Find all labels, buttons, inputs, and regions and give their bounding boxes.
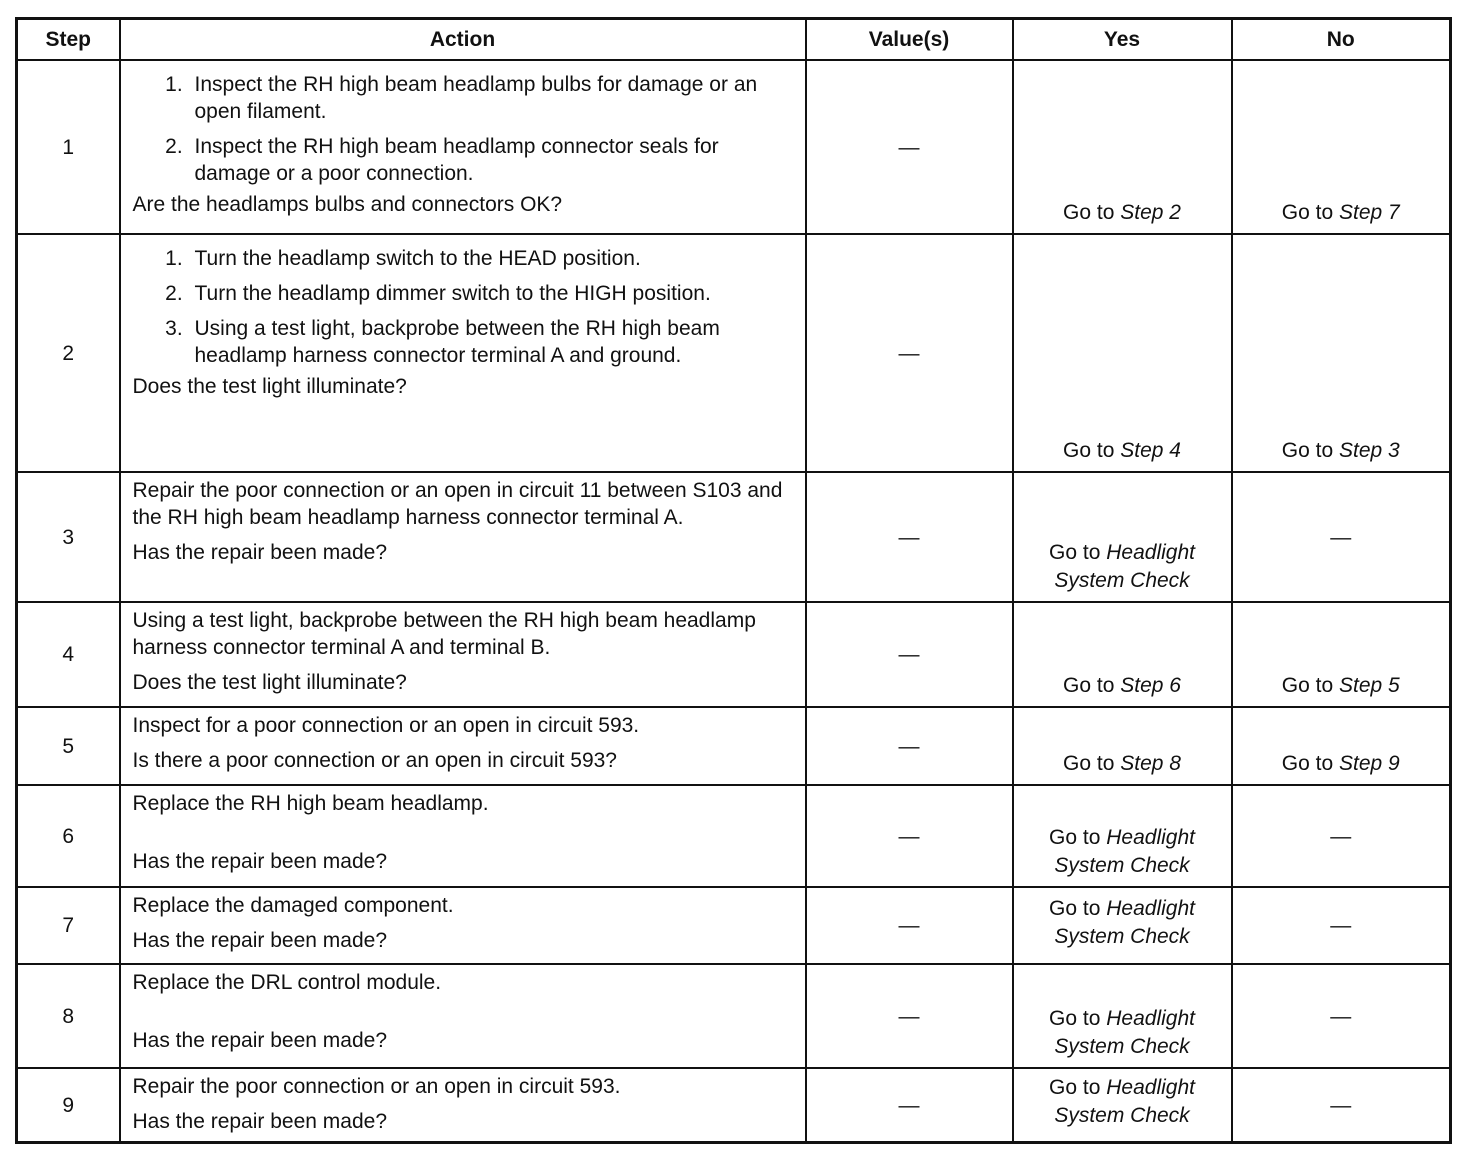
table-row <box>17 1068 1451 1143</box>
action-question: Has the repair been made? <box>132 929 387 952</box>
goto-target-link[interactable]: Step 3 <box>1338 439 1400 462</box>
no-cell: — <box>1232 964 1451 1068</box>
action-question: Has the repair been made? <box>132 541 387 564</box>
substep-list <box>133 245 795 369</box>
goto-prefix: Go to <box>1049 1076 1107 1099</box>
substep: 2. Turn the headlamp dimmer switch to the HIGH position. <box>189 280 795 307</box>
step-number: 9 <box>17 1068 120 1143</box>
yes-cell <box>1013 785 1232 887</box>
action-cell <box>120 707 806 785</box>
goto-target-link[interactable]: Step 9 <box>1338 752 1400 775</box>
no-cell: — <box>1232 472 1451 602</box>
goto-prefix: Go to <box>1049 1007 1107 1030</box>
yes-goto <box>1063 752 1181 775</box>
goto-target-link[interactable]: Step 8 <box>1120 752 1181 775</box>
no-goto <box>1282 439 1400 462</box>
yes-goto <box>1049 1007 1195 1058</box>
table-row <box>17 234 1451 472</box>
step-number: 5 <box>17 707 120 785</box>
action-question: Does the test light illuminate? <box>132 375 407 398</box>
step-number: 1 <box>17 60 120 234</box>
yes-goto <box>1049 826 1195 877</box>
action-text: Replace the RH high beam headlamp. <box>132 792 489 815</box>
action-text: Using a test light, backprobe between the RH high beam headlamp harness connector terminal A and terminal B. <box>132 609 756 659</box>
header-no: No <box>1232 19 1451 61</box>
yes-goto <box>1063 439 1181 462</box>
no-cell <box>1232 707 1451 785</box>
no-cell <box>1232 602 1451 707</box>
no-cell <box>1232 234 1451 472</box>
goto-prefix: Go to <box>1049 826 1107 849</box>
no-cell: — <box>1232 887 1451 964</box>
goto-target-link[interactable]: Step 2 <box>1120 201 1181 224</box>
goto-prefix: Go to <box>1063 439 1121 462</box>
substep: 1. Inspect the RH high beam headlamp bulbs for damage or an open filament. <box>189 71 795 125</box>
value-cell: — <box>806 602 1013 707</box>
goto-prefix: Go to <box>1281 201 1339 224</box>
goto-prefix: Go to <box>1063 674 1121 697</box>
action-question: Is there a poor connection or an open in circuit 593? <box>132 749 617 772</box>
goto-prefix: Go to <box>1281 674 1339 697</box>
value-cell: — <box>806 472 1013 602</box>
goto-target-link[interactable]: Step 4 <box>1120 439 1181 462</box>
header-action: Action <box>120 19 806 61</box>
table-row <box>17 602 1451 707</box>
goto-prefix: Go to <box>1281 752 1339 775</box>
table-row <box>17 964 1451 1068</box>
no-cell: — <box>1232 785 1451 887</box>
no-cell: — <box>1232 1068 1451 1143</box>
action-text: Inspect for a poor connection or an open in circuit 593. <box>132 714 640 737</box>
action-cell <box>120 1068 806 1143</box>
step-number: 7 <box>17 887 120 964</box>
table-row <box>17 785 1451 887</box>
action-text: Repair the poor connection or an open in circuit 11 between S103 and the RH high beam headlamp harness connector terminal A. <box>132 479 783 529</box>
goto-target-link[interactable]: Headlight System Check <box>1054 1007 1195 1058</box>
goto-target-link[interactable]: Headlight System Check <box>1054 1076 1195 1127</box>
action-cell <box>120 60 806 234</box>
no-goto <box>1282 201 1400 224</box>
goto-target-link[interactable]: Step 7 <box>1338 201 1400 224</box>
goto-prefix: Go to <box>1049 896 1107 920</box>
header-step: Step <box>17 19 120 61</box>
goto-prefix: Go to <box>1049 541 1107 564</box>
goto-prefix: Go to <box>1063 201 1121 224</box>
table-row <box>17 60 1451 234</box>
no-cell <box>1232 60 1451 234</box>
goto-prefix: Go to <box>1281 439 1339 462</box>
yes-goto <box>1063 674 1181 697</box>
step-number: 2 <box>17 234 120 472</box>
no-goto <box>1282 752 1400 775</box>
yes-goto <box>1049 541 1195 592</box>
yes-goto <box>1049 1076 1195 1127</box>
substep: 1. Turn the headlamp switch to the HEAD position. <box>189 245 795 272</box>
action-text: Replace the damaged component. <box>132 894 454 917</box>
action-question: Does the test light illuminate? <box>132 671 407 694</box>
action-cell <box>120 472 806 602</box>
diagnostic-table <box>15 17 1452 1144</box>
yes-cell <box>1013 887 1232 964</box>
action-question: Has the repair been made? <box>132 1029 387 1052</box>
table-row <box>17 887 1451 964</box>
no-goto <box>1282 674 1400 697</box>
value-cell: — <box>806 60 1013 234</box>
value-cell: — <box>806 887 1013 964</box>
value-cell: — <box>806 234 1013 472</box>
table-row <box>17 472 1451 602</box>
step-number: 3 <box>17 472 120 602</box>
yes-cell <box>1013 60 1232 234</box>
goto-prefix: Go to <box>1063 752 1121 775</box>
goto-target-link[interactable]: Step 5 <box>1338 674 1400 697</box>
action-cell <box>120 234 806 472</box>
header-values: Value(s) <box>806 19 1013 61</box>
action-cell <box>120 887 806 964</box>
step-number: 4 <box>17 602 120 707</box>
yes-cell <box>1013 602 1232 707</box>
substep-list <box>133 71 795 187</box>
action-cell <box>120 785 806 887</box>
value-cell: — <box>806 1068 1013 1143</box>
value-cell: — <box>806 707 1013 785</box>
step-number: 8 <box>17 964 120 1068</box>
action-text: Repair the poor connection or an open in circuit 593. <box>132 1075 621 1098</box>
substep: 3. Using a test light, backprobe between the RH high beam headlamp harness connector terminal A and ground. <box>189 315 795 369</box>
goto-target-link[interactable]: Headlight System Check <box>1054 896 1195 948</box>
action-question: Has the repair been made? <box>132 1110 387 1133</box>
yes-cell <box>1013 964 1232 1068</box>
action-question: Has the repair been made? <box>132 850 387 873</box>
substep: 2. Inspect the RH high beam headlamp connector seals for damage or a poor connection. <box>189 133 795 187</box>
action-question: Are the headlamps bulbs and connectors OK? <box>132 193 563 216</box>
goto-target-link[interactable]: Headlight System Check <box>1054 826 1195 877</box>
table-header-row <box>17 19 1451 61</box>
goto-target-link[interactable]: Headlight System Check <box>1054 541 1195 592</box>
action-cell <box>120 602 806 707</box>
step-number: 6 <box>17 785 120 887</box>
table-row <box>17 707 1451 785</box>
action-cell <box>120 964 806 1068</box>
goto-target-link[interactable]: Step 6 <box>1120 674 1181 697</box>
header-yes: Yes <box>1013 19 1232 61</box>
yes-cell <box>1013 234 1232 472</box>
value-cell: — <box>806 964 1013 1068</box>
action-text: Replace the DRL control module. <box>132 971 442 994</box>
yes-cell <box>1013 707 1232 785</box>
yes-goto <box>1049 897 1195 948</box>
yes-cell <box>1013 472 1232 602</box>
yes-goto <box>1063 201 1181 224</box>
yes-cell <box>1013 1068 1232 1143</box>
value-cell: — <box>806 785 1013 887</box>
